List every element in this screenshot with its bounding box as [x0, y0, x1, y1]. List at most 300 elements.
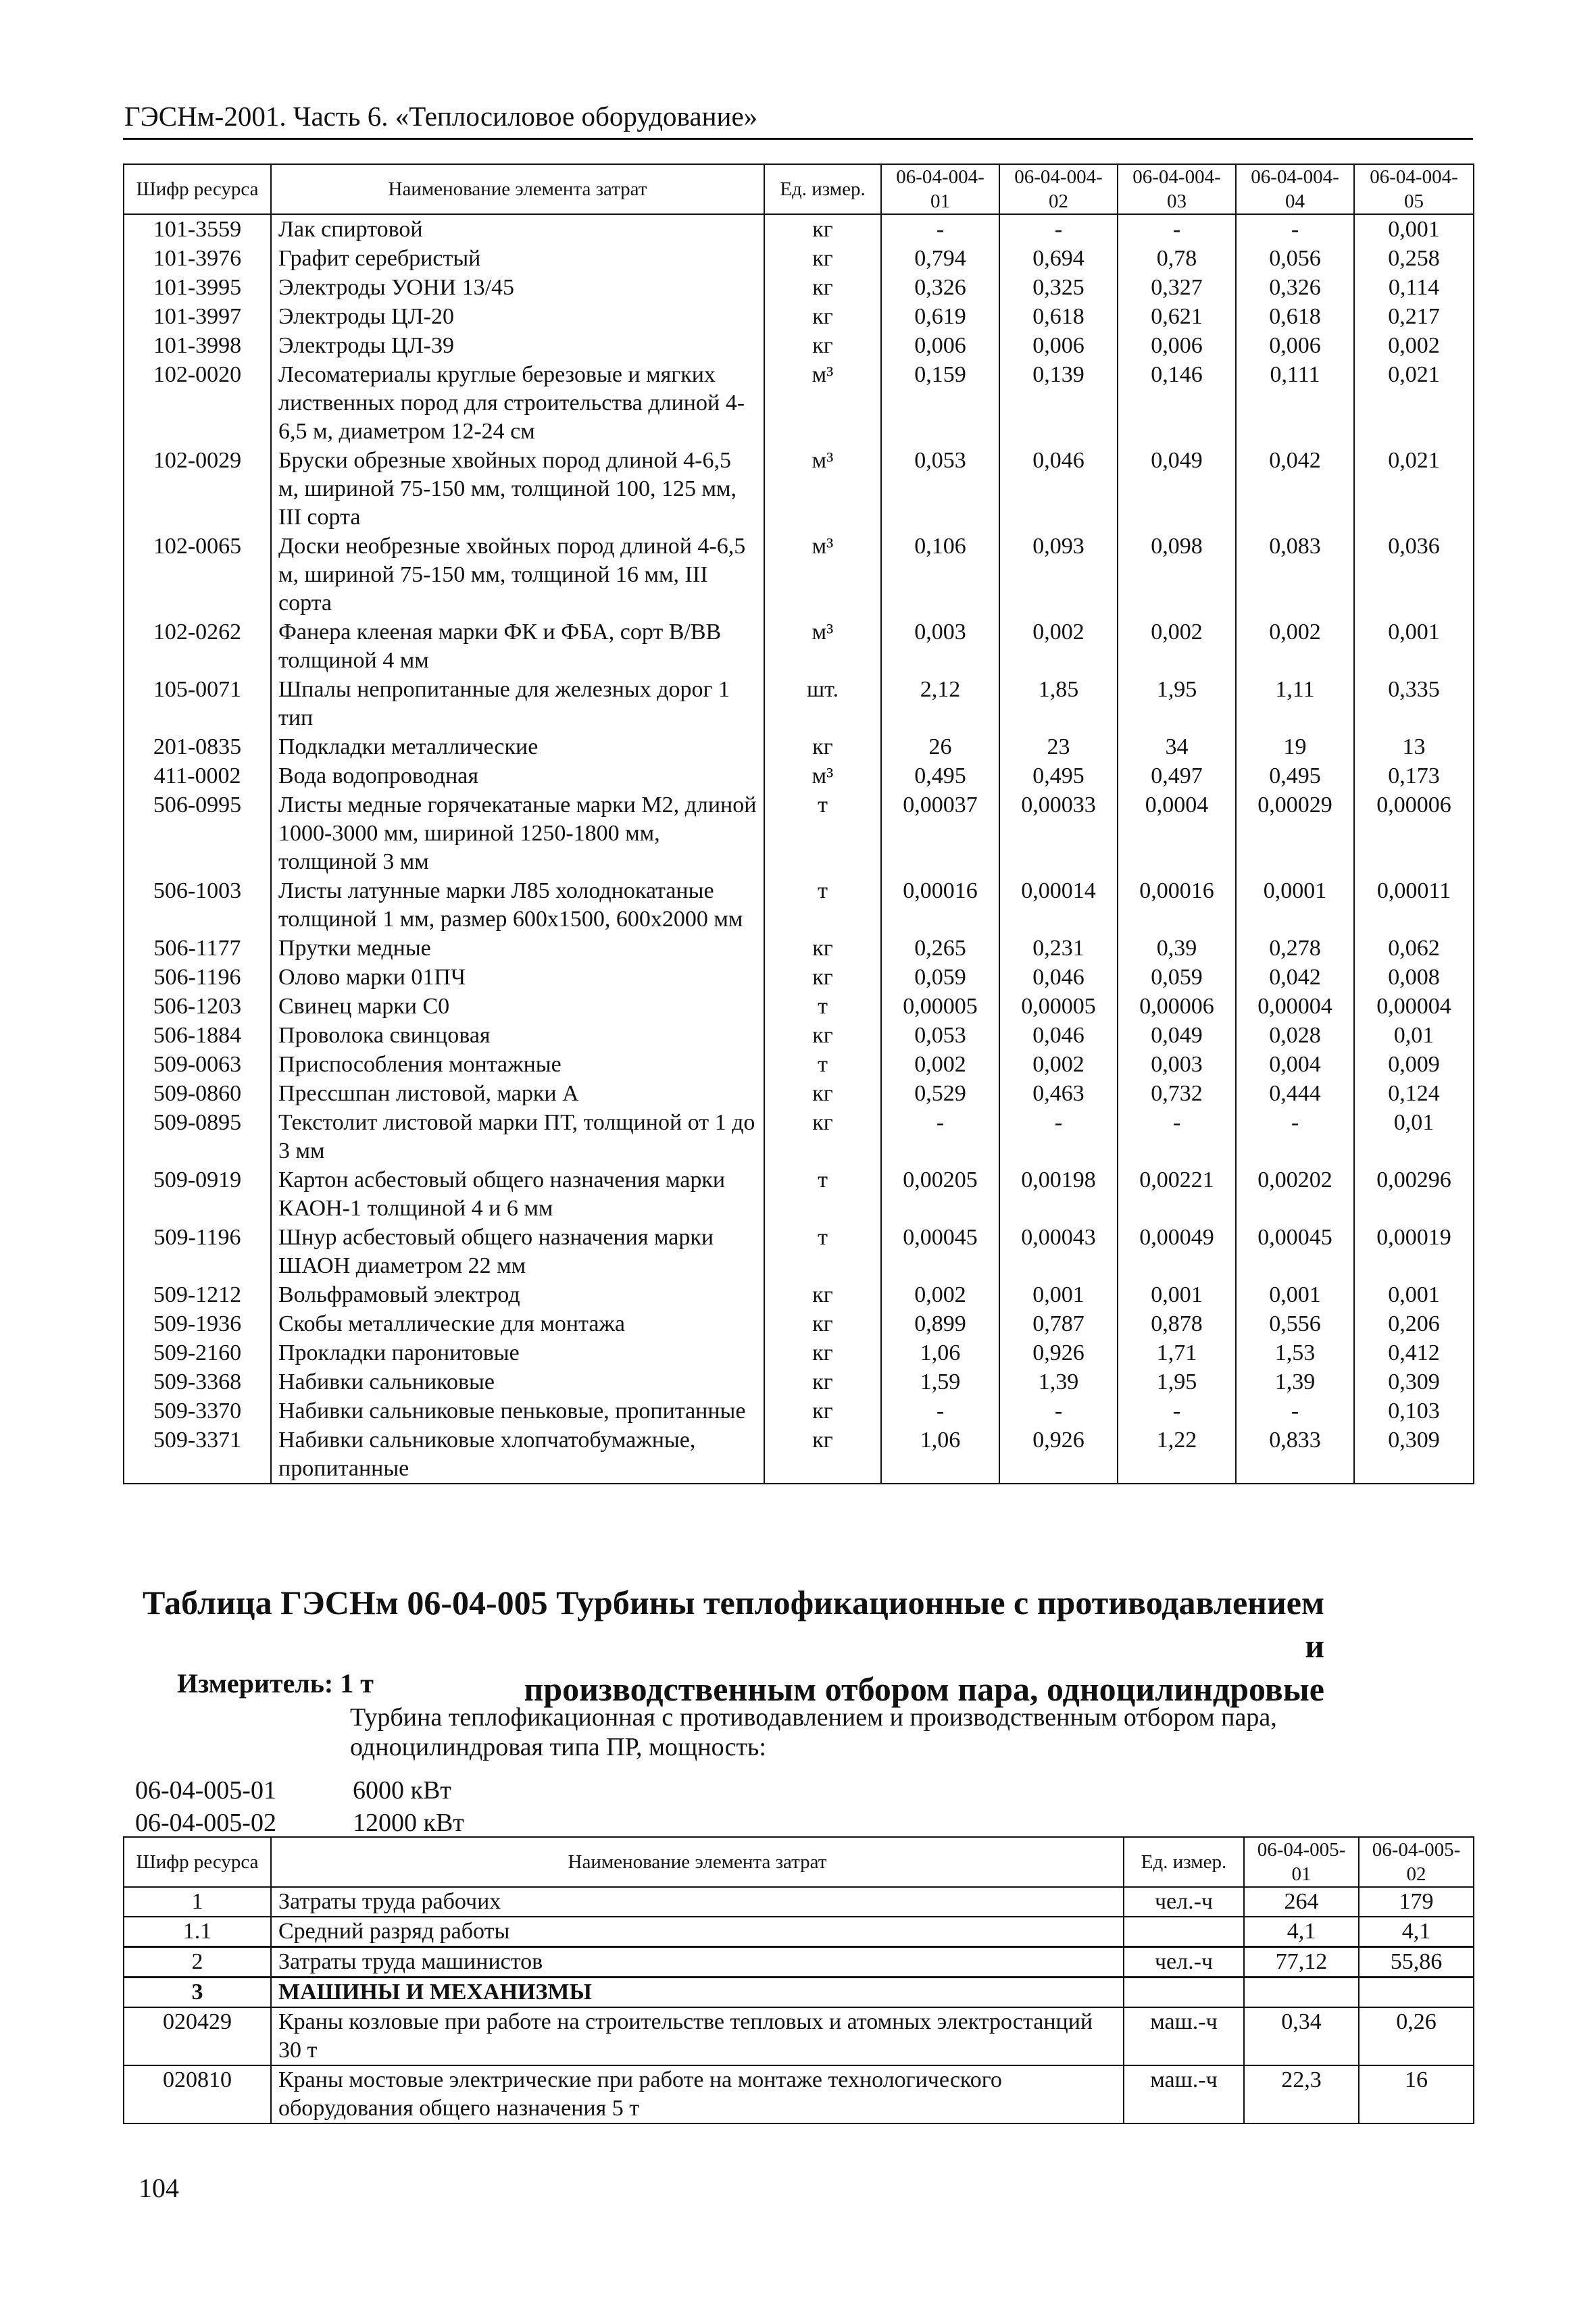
table-cell: 0,618 — [999, 302, 1118, 331]
column-header: 06-04-004-05 — [1354, 164, 1474, 214]
table-cell: 0,495 — [881, 761, 999, 790]
table-cell: кг — [764, 963, 881, 992]
table-cell — [1124, 1917, 1244, 1947]
table-cell: 0,159 — [881, 360, 999, 446]
table-cell: 55,86 — [1359, 1947, 1474, 1978]
table-cell: 0,053 — [881, 446, 999, 532]
table-cell: кг — [764, 273, 881, 302]
table-cell: 0,309 — [1354, 1426, 1474, 1484]
measure-unit: Измеритель: 1 т — [177, 1668, 374, 1699]
table-row — [124, 1309, 1474, 1338]
table-cell: Шпалы непропитанные для железных дорог 1 тип — [271, 675, 764, 732]
table-cell: Прутки медные — [271, 934, 764, 963]
table-cell: 0,619 — [881, 302, 999, 331]
table-cell: Олово марки 01ПЧ — [271, 963, 764, 992]
table-cell: кг — [764, 1426, 881, 1484]
table-row — [124, 302, 1474, 331]
table-cell: 0,001 — [1354, 214, 1474, 244]
table-cell: 102-0262 — [124, 618, 271, 675]
table-description: Турбина теплофикационная с противодавлением и производственным отбором пара, одноцилиндровая типа ПР, мощность: — [350, 1703, 1277, 1761]
header-rule — [123, 138, 1473, 140]
table-cell: 0,258 — [1354, 244, 1474, 273]
table-cell: 0,139 — [999, 360, 1118, 446]
table-cell: чел.-ч — [1124, 1887, 1244, 1917]
table-cell: 264 — [1244, 1887, 1359, 1917]
table-cell — [1359, 1978, 1474, 2008]
table-cell: 0,00037 — [881, 790, 999, 876]
table-cell: 0,083 — [1236, 532, 1354, 618]
table-cell: 0,01 — [1354, 1108, 1474, 1165]
table-cell: 0,00029 — [1236, 790, 1354, 876]
table-cell: 0,006 — [999, 331, 1118, 360]
table-cell: 509-1212 — [124, 1280, 271, 1309]
table-cell: т — [764, 1165, 881, 1223]
table-cell: 506-1177 — [124, 934, 271, 963]
table-cell — [1244, 1978, 1359, 2008]
table-cell: маш.-ч — [1124, 2007, 1244, 2065]
table-cell: 102-0029 — [124, 446, 271, 532]
table-cell: 1,11 — [1236, 675, 1354, 732]
table-cell: кг — [764, 1367, 881, 1397]
table-cell: - — [1236, 1397, 1354, 1426]
column-header: Наименование элемента затрат — [271, 164, 764, 214]
table-cell: 0,124 — [1354, 1079, 1474, 1108]
table-cell: Проволока свинцовая — [271, 1021, 764, 1050]
column-header: 06-04-005-01 — [1244, 1837, 1359, 1887]
table-row — [124, 1021, 1474, 1050]
table-row — [124, 2065, 1474, 2123]
table-cell: 0,002 — [1118, 618, 1236, 675]
table-cell: Средний разряд работы — [271, 1917, 1124, 1947]
resources-table-004 — [123, 164, 1474, 1484]
table-cell: 0,497 — [1118, 761, 1236, 790]
table-cell: м³ — [764, 532, 881, 618]
table-cell: Листы латунные марки Л85 холоднокатаные толщиной 1 мм, размер 600х1500, 600х2000 мм — [271, 876, 764, 934]
table-cell: 0,00005 — [881, 992, 999, 1021]
table-cell: т — [764, 876, 881, 934]
table-cell: 0,049 — [1118, 1021, 1236, 1050]
table-cell: - — [1118, 1397, 1236, 1426]
table-cell: 0,0004 — [1118, 790, 1236, 876]
table-cell: 0,00006 — [1118, 992, 1236, 1021]
table-cell: 509-0860 — [124, 1079, 271, 1108]
table-cell: Картон асбестовый общего назначения марки КАОН-1 толщиной 4 и 6 мм — [271, 1165, 764, 1223]
table-cell: 0,00004 — [1354, 992, 1474, 1021]
table-cell: 4,1 — [1244, 1917, 1359, 1947]
table-cell: 0,463 — [999, 1079, 1118, 1108]
table-cell: 0,021 — [1354, 446, 1474, 532]
table-cell: 0,028 — [1236, 1021, 1354, 1050]
table-cell: Затраты труда рабочих — [271, 1887, 1124, 1917]
table-row — [124, 1079, 1474, 1108]
table-row — [124, 1223, 1474, 1280]
table-row — [124, 934, 1474, 963]
table-cell: Скобы металлические для монтажа — [271, 1309, 764, 1338]
table-cell: Доски необрезные хвойных пород длиной 4-6,5 м, шириной 75-150 мм, толщиной 16 мм, III сорта — [271, 532, 764, 618]
table-cell: 0,206 — [1354, 1309, 1474, 1338]
table-cell: 506-1884 — [124, 1021, 271, 1050]
table-cell: кг — [764, 1021, 881, 1050]
table-cell: МАШИНЫ И МЕХАНИЗМЫ — [271, 1978, 1124, 2008]
table-cell: 0,146 — [1118, 360, 1236, 446]
table-cell: 0,021 — [1354, 360, 1474, 446]
table-cell: 0,926 — [999, 1426, 1118, 1484]
table-cell: Текстолит листовой марки ПТ, толщиной от 1 до 3 мм — [271, 1108, 764, 1165]
table-row — [124, 1917, 1474, 1947]
table-cell: 0,00019 — [1354, 1223, 1474, 1280]
table-cell: 0,001 — [1236, 1280, 1354, 1309]
table-cell: 0,00016 — [881, 876, 999, 934]
table-cell: 509-1936 — [124, 1309, 271, 1338]
table-cell: 0,732 — [1118, 1079, 1236, 1108]
table-cell: 0,001 — [1354, 618, 1474, 675]
table-cell: - — [1118, 1108, 1236, 1165]
table-cell: 0,01 — [1354, 1021, 1474, 1050]
table-cell: 0,098 — [1118, 532, 1236, 618]
table-cell: 201-0835 — [124, 732, 271, 761]
table-row — [124, 331, 1474, 360]
table-cell: 34 — [1118, 732, 1236, 761]
table-cell: 0,278 — [1236, 934, 1354, 963]
table-cell: 0,036 — [1354, 532, 1474, 618]
table-row — [124, 1367, 1474, 1397]
table-cell: 101-3997 — [124, 302, 271, 331]
table-cell: 19 — [1236, 732, 1354, 761]
table-cell: Электроды ЦЛ-39 — [271, 331, 764, 360]
table-cell: 0,39 — [1118, 934, 1236, 963]
table-cell: 509-1196 — [124, 1223, 271, 1280]
table-cell: 0,00016 — [1118, 876, 1236, 934]
table-row — [124, 1338, 1474, 1367]
table-cell: 0,042 — [1236, 446, 1354, 532]
table-cell: м³ — [764, 360, 881, 446]
table-row — [124, 2007, 1474, 2065]
table-cell: 0,004 — [1236, 1050, 1354, 1079]
table-cell: 101-3995 — [124, 273, 271, 302]
table-cell: 0,00014 — [999, 876, 1118, 934]
table-cell: кг — [764, 331, 881, 360]
table-cell: Краны мостовые электрические при работе на монтаже технологического оборудования общего назначения 5 т — [271, 2065, 1124, 2123]
table-cell: 0,049 — [1118, 446, 1236, 532]
table-cell: 3 — [124, 1978, 271, 2008]
table-cell: 0,444 — [1236, 1079, 1354, 1108]
table-cell: - — [881, 1108, 999, 1165]
table-cell: 0,053 — [881, 1021, 999, 1050]
code-value: 6000 кВт — [353, 1776, 451, 1805]
table-cell: - — [999, 1397, 1118, 1426]
table-cell: 1,85 — [999, 675, 1118, 732]
column-header: 06-04-004-03 — [1118, 164, 1236, 214]
table-cell: 1,39 — [999, 1367, 1118, 1397]
table-cell: Электроды ЦЛ-20 — [271, 302, 764, 331]
column-header: 06-04-004-02 — [999, 164, 1118, 214]
table-cell: 0,00004 — [1236, 992, 1354, 1021]
table-cell: 0,265 — [881, 934, 999, 963]
table-cell: Листы медные горячекатаные марки М2, длиной 1000-3000 мм, шириной 1250-1800 мм, толщиной 3 мм — [271, 790, 764, 876]
table-cell: 0,618 — [1236, 302, 1354, 331]
table-cell: 1,95 — [1118, 675, 1236, 732]
table-cell: 101-3998 — [124, 331, 271, 360]
table-cell: 26 — [881, 732, 999, 761]
table-cell: 101-3559 — [124, 214, 271, 244]
table-cell: 509-0919 — [124, 1165, 271, 1223]
table-cell: 509-3368 — [124, 1367, 271, 1397]
column-header: 06-04-004-04 — [1236, 164, 1354, 214]
table-row — [124, 992, 1474, 1021]
table-title-line2: производственным отбором пара, одноцилиндровые — [524, 1670, 1324, 1708]
table-row — [124, 761, 1474, 790]
page-number: 104 — [139, 2173, 179, 2203]
table-cell: кг — [764, 1280, 881, 1309]
table-cell: 0,34 — [1244, 2007, 1359, 2065]
table-cell: Свинец марки С0 — [271, 992, 764, 1021]
table-cell: 13 — [1354, 732, 1474, 761]
code-row — [135, 1776, 451, 1805]
table-cell: 16 — [1359, 2065, 1474, 2123]
table-cell: 179 — [1359, 1887, 1474, 1917]
table-cell: 0,046 — [999, 963, 1118, 992]
table-cell: - — [881, 214, 999, 244]
table-cell: 0,046 — [999, 1021, 1118, 1050]
table-cell: - — [999, 1108, 1118, 1165]
table-header-row — [124, 164, 1474, 214]
table-row — [124, 532, 1474, 618]
code-row — [135, 1808, 464, 1838]
table-cell: 0,059 — [1118, 963, 1236, 992]
table-cell: Приспособления монтажные — [271, 1050, 764, 1079]
table-cell: 411-0002 — [124, 761, 271, 790]
table-cell: 0,326 — [1236, 273, 1354, 302]
table-cell: 1,39 — [1236, 1367, 1354, 1397]
table-cell: 0,003 — [881, 618, 999, 675]
table-cell: 020810 — [124, 2065, 271, 2123]
table-cell: 2 — [124, 1947, 271, 1978]
table-cell: м³ — [764, 761, 881, 790]
table-cell: 0,00006 — [1354, 790, 1474, 876]
table-cell: 0,002 — [881, 1050, 999, 1079]
table-cell: 0,059 — [881, 963, 999, 992]
table-cell: м³ — [764, 618, 881, 675]
table-cell: 0,217 — [1354, 302, 1474, 331]
table-cell: 1.1 — [124, 1917, 271, 1947]
table-row — [124, 1978, 1474, 2008]
table-row — [124, 618, 1474, 675]
table-cell: 0,926 — [999, 1338, 1118, 1367]
table-cell: 0,327 — [1118, 273, 1236, 302]
table-cell: 506-1003 — [124, 876, 271, 934]
table-row — [124, 446, 1474, 532]
table-cell: - — [1236, 214, 1354, 244]
table-cell: 0,00043 — [999, 1223, 1118, 1280]
table-cell: 0,056 — [1236, 244, 1354, 273]
table-cell: Прокладки паронитовые — [271, 1338, 764, 1367]
column-header: Шифр ресурса — [124, 164, 271, 214]
table-row — [124, 244, 1474, 273]
table-cell: кг — [764, 1397, 881, 1426]
table-cell: 0,326 — [881, 273, 999, 302]
table-cell: 0,309 — [1354, 1367, 1474, 1397]
code-id: 06-04-005-02 — [135, 1809, 276, 1837]
table-cell: кг — [764, 302, 881, 331]
page-header: ГЭСНм-2001. Часть 6. «Теплосиловое оборудование» — [124, 101, 758, 132]
table-cell: 509-2160 — [124, 1338, 271, 1367]
table-cell: 0,003 — [1118, 1050, 1236, 1079]
table-cell: Лак спиртовой — [271, 214, 764, 244]
table-cell: Фанера клееная марки ФК и ФБА, сорт В/ВВ толщиной 4 мм — [271, 618, 764, 675]
table-cell: 2,12 — [881, 675, 999, 732]
table-cell: маш.-ч — [1124, 2065, 1244, 2123]
table-cell: 0,002 — [1354, 331, 1474, 360]
table-cell: 1,71 — [1118, 1338, 1236, 1367]
table-cell: 0,00202 — [1236, 1165, 1354, 1223]
table-cell: - — [999, 214, 1118, 244]
code-value: 12000 кВт — [353, 1809, 464, 1837]
table-cell: 0,006 — [1118, 331, 1236, 360]
table-cell: 0,878 — [1118, 1309, 1236, 1338]
table-row — [124, 876, 1474, 934]
table-cell: кг — [764, 1108, 881, 1165]
table-cell: 0,00005 — [999, 992, 1118, 1021]
table-cell: 0,173 — [1354, 761, 1474, 790]
table-cell: Подкладки металлические — [271, 732, 764, 761]
table-row — [124, 1050, 1474, 1079]
table-cell: 0,001 — [1354, 1280, 1474, 1309]
table-cell: 0,062 — [1354, 934, 1474, 963]
table-cell: т — [764, 790, 881, 876]
table-cell: 1,59 — [881, 1367, 999, 1397]
table-cell: 506-1196 — [124, 963, 271, 992]
table-cell: 0,78 — [1118, 244, 1236, 273]
table-cell: 509-0063 — [124, 1050, 271, 1079]
table-cell: 22,3 — [1244, 2065, 1359, 2123]
table-cell: 0,00049 — [1118, 1223, 1236, 1280]
table-cell: Электроды УОНИ 13/45 — [271, 273, 764, 302]
table-cell: 4,1 — [1359, 1917, 1474, 1947]
table-cell: 0,001 — [999, 1280, 1118, 1309]
table-cell: 23 — [999, 732, 1118, 761]
table-cell: 0,002 — [999, 1050, 1118, 1079]
resources-table-005 — [123, 1836, 1474, 2124]
table-cell: 0,008 — [1354, 963, 1474, 992]
table-cell: 0,00205 — [881, 1165, 999, 1223]
table-cell: 1,53 — [1236, 1338, 1354, 1367]
table-cell: т — [764, 992, 881, 1021]
table-cell: 0,00221 — [1118, 1165, 1236, 1223]
table-cell: 0,412 — [1354, 1338, 1474, 1367]
table-cell: кг — [764, 1338, 881, 1367]
table-header-row — [124, 1837, 1474, 1887]
table-cell: 0,093 — [999, 532, 1118, 618]
table-cell: Лесоматериалы круглые березовые и мягких лиственных пород для строительства длиной 4-6,5 м, диаметром 12-24 см — [271, 360, 764, 446]
table-cell: 509-3370 — [124, 1397, 271, 1426]
table-cell: 0,103 — [1354, 1397, 1474, 1426]
table-cell: Набивки сальниковые хлопчатобумажные, пропитанные — [271, 1426, 764, 1484]
table-cell: Прессшпан листовой, марки А — [271, 1079, 764, 1108]
table-cell: Набивки сальниковые — [271, 1367, 764, 1397]
table-cell: 0,002 — [999, 618, 1118, 675]
table-cell: 1,06 — [881, 1338, 999, 1367]
table-row — [124, 790, 1474, 876]
table-cell: - — [881, 1397, 999, 1426]
table-cell: 1,06 — [881, 1426, 999, 1484]
table-cell: 0,114 — [1354, 273, 1474, 302]
table-cell: 102-0020 — [124, 360, 271, 446]
table-cell: 1,95 — [1118, 1367, 1236, 1397]
table-cell: 0,495 — [1236, 761, 1354, 790]
table-cell: кг — [764, 1079, 881, 1108]
table-cell: 506-1203 — [124, 992, 271, 1021]
table-title-line1: Таблица ГЭСНм 06-04-005 Турбины теплофикационные с противодавлением и — [143, 1584, 1324, 1665]
table-cell: 1 — [124, 1887, 271, 1917]
table-cell: 0,0001 — [1236, 876, 1354, 934]
table-cell: 0,231 — [999, 934, 1118, 963]
table-row — [124, 1947, 1474, 1978]
table-cell: 101-3976 — [124, 244, 271, 273]
table-cell: 0,556 — [1236, 1309, 1354, 1338]
table-row — [124, 1426, 1474, 1484]
table-cell: 0,001 — [1118, 1280, 1236, 1309]
table-cell: Вода водопроводная — [271, 761, 764, 790]
column-header: 06-04-004-01 — [881, 164, 999, 214]
code-id: 06-04-005-01 — [135, 1776, 276, 1805]
table-cell: 0,26 — [1359, 2007, 1474, 2065]
table-cell: 0,006 — [1236, 331, 1354, 360]
column-header: Наименование элемента затрат — [271, 1837, 1124, 1887]
table-cell: 0,002 — [881, 1280, 999, 1309]
table-cell: Шнур асбестовый общего назначения марки ШАОН диаметром 22 мм — [271, 1223, 764, 1280]
table-row — [124, 1887, 1474, 1917]
table-row — [124, 1165, 1474, 1223]
table-cell: кг — [764, 244, 881, 273]
table-cell: 0,00011 — [1354, 876, 1474, 934]
table-cell: 0,00033 — [999, 790, 1118, 876]
table-row — [124, 214, 1474, 244]
table-cell: 0,042 — [1236, 963, 1354, 992]
table-cell — [1124, 1978, 1244, 2008]
table-cell: м³ — [764, 446, 881, 532]
table-cell: Вольфрамовый электрод — [271, 1280, 764, 1309]
table-cell: 0,335 — [1354, 675, 1474, 732]
table-cell: 105-0071 — [124, 675, 271, 732]
table-cell: Графит серебристый — [271, 244, 764, 273]
table-row — [124, 675, 1474, 732]
table-cell: 0,899 — [881, 1309, 999, 1338]
table-cell: Бруски обрезные хвойных пород длиной 4-6,5 м, шириной 75-150 мм, толщиной 100, 125 мм, III сорта — [271, 446, 764, 532]
column-header: Ед. измер. — [764, 164, 881, 214]
table-cell: 0,694 — [999, 244, 1118, 273]
table-cell: шт. — [764, 675, 881, 732]
table-cell: 0,111 — [1236, 360, 1354, 446]
table-cell: - — [1236, 1108, 1354, 1165]
table-cell: 1,22 — [1118, 1426, 1236, 1484]
table-cell: 0,833 — [1236, 1426, 1354, 1484]
column-header: 06-04-005-02 — [1359, 1837, 1474, 1887]
table-cell: 0,325 — [999, 273, 1118, 302]
column-header: Шифр ресурса — [124, 1837, 271, 1887]
table-cell: 509-0895 — [124, 1108, 271, 1165]
table-cell: 0,002 — [1236, 618, 1354, 675]
table-cell: 0,794 — [881, 244, 999, 273]
table-row — [124, 1280, 1474, 1309]
table-row — [124, 360, 1474, 446]
table-cell: 020429 — [124, 2007, 271, 2065]
table-cell: кг — [764, 934, 881, 963]
table-row — [124, 963, 1474, 992]
table-cell: - — [1118, 214, 1236, 244]
table-cell: кг — [764, 214, 881, 244]
table-cell: 0,529 — [881, 1079, 999, 1108]
table-cell: т — [764, 1050, 881, 1079]
